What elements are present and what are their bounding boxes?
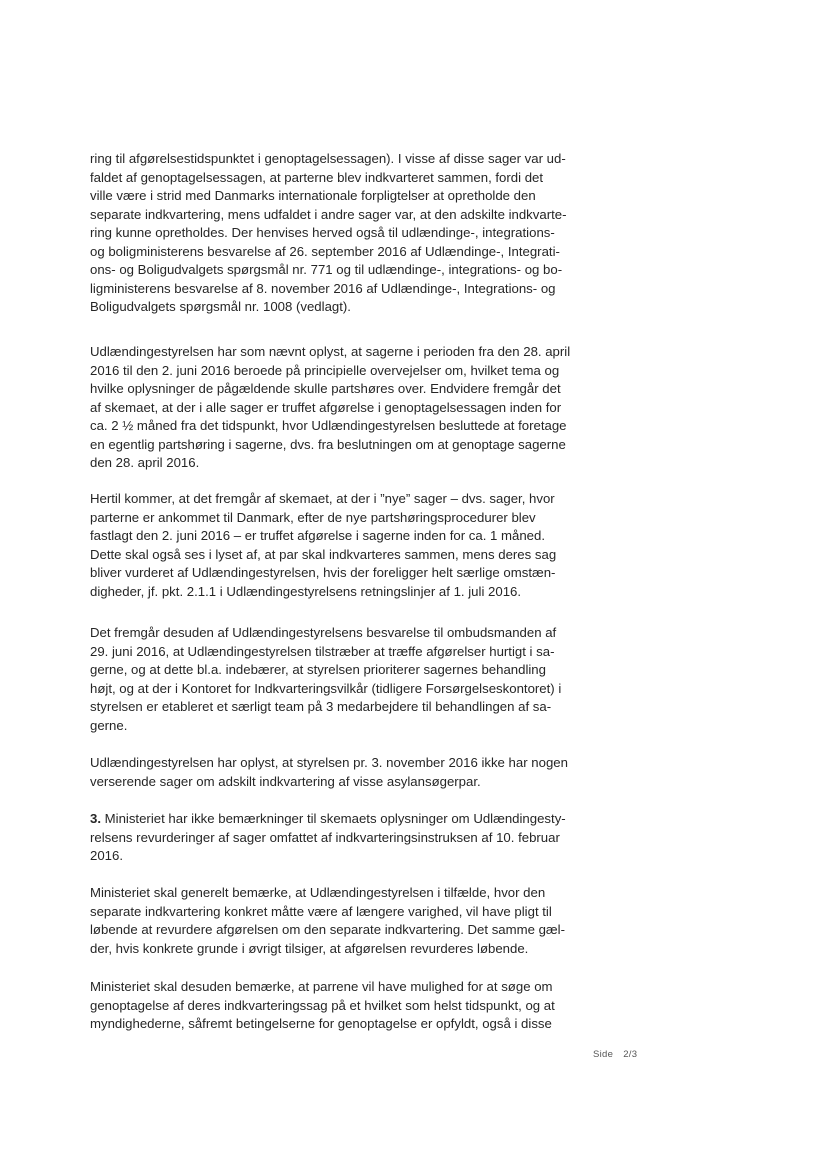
text-line-rest: Ministeriet har ikke bemærkninger til skemaets oplysninger om Udlændingesty- [101,811,566,826]
paragraph-5 [90,754,568,791]
paragraph-7 [90,884,565,958]
text-line: separate indkvartering konkret måtte være af længere varighed, vil have pligt til [90,903,552,919]
text-line: løbende at revurdere afgørelsen om den separate indkvartering. Det samme gæl- [90,922,565,937]
text-line: og boligministerens besvarelse af 26. september 2016 af Udlændinge-, Integrati- [90,243,560,259]
text-line: ring til afgørelsestidspunktet i genoptagelsessagen). I visse af disse sager var ud- [90,151,566,166]
text-line: af skemaet, at der i alle sager er truffet afgørelse i genoptagelsessagen inden for [90,399,562,415]
text-line: ca. 2 ½ måned fra det tidspunkt, hvor Udlændingestyrelsen besluttede at foretage [90,418,567,433]
text-line: verserende sager om adskilt indkvartering af visse asylansøgerpar. [90,773,481,789]
text-line: Dette skal også ses i lyset af, at par skal indkvarteres sammen, mens deres sag [90,546,557,562]
text-line: separate indkvartering, mens udfaldet i andre sager var, at den adskilte indkvarte- [90,206,567,222]
text-line: Ministeriet skal generelt bemærke, at Udlændingestyrelsen i tilfælde, hvor den [90,885,546,900]
page-number: 2/3 [623,1049,638,1060]
text-line: Hertil kommer, at det fremgår af skemaet, at der i ”nye” sager – dvs. sager, hvor [90,491,555,506]
text-line: Ministeriet skal desuden bemærke, at parrene vil have mulighed for at søge om [90,979,553,994]
paragraph-1 [90,150,566,317]
text-line: der, hvis konkrete grunde i øvrigt tilsiger, at afgørelsen revurderes løbende. [90,940,529,956]
text-line: gerne, og at dette bl.a. indebærer, at styrelsen prioriterer sagernes behandling [90,662,546,677]
text-line: fastlagt den 2. juni 2016 – er truffet afgørelse i sagerne inden for ca. 1 måned. [90,528,546,543]
section-number: 3. [90,811,101,826]
paragraph-6 [90,810,566,866]
paragraph-2 [90,343,570,473]
text-line: bliver vurderet af Udlændingestyrelsen, hvis der foreligger helt særlige omstæn- [90,565,556,580]
text-line: genoptagelse af deres indkvarteringssag på et hvilket som helst tidspunkt, og at [90,997,555,1013]
text-line: 29. juni 2016, at Udlændingestyrelsen tilstræber at træffe afgørelser hurtigt i sa- [90,643,555,659]
text-line: ring kunne opretholdes. Der henvises herved også til udlændinge-, integrations- [90,225,555,240]
text-line [90,810,566,829]
text-line: Det fremgår desuden af Udlændingestyrelsens besvarelse til ombudsmanden af [90,625,557,640]
text-line: parterne er ankommet til Danmark, efter de nye partshøringsprocedurer blev [90,509,536,525]
text-line: 2016. [90,848,124,863]
text-line: 2016 til den 2. juni 2016 beroede på principielle overvejelser om, hvilket tema og [90,362,560,378]
text-line: Udlændingestyrelsen har som nævnt oplyst, at sagerne i perioden fra den 28. april [90,344,571,359]
text-line: styrelsen er etableret et særligt team på 3 medarbejdere til behandlingen af sa- [90,699,552,714]
page-footer [593,1049,637,1060]
paragraph-4 [90,624,561,735]
text-line: myndighederne, såfremt betingelserne for genoptagelse er opfyldt, også i disse [90,1016,552,1031]
text-line: relsens revurderinger af sager omfattet af indkvarteringsinstruksen af 10. februar [90,829,560,845]
text-line: ons- og Boligudvalgets spørgsmål nr. 771 og til udlændinge-, integrations- og bo- [90,262,563,277]
text-line: ligministerens besvarelse af 8. november 2016 af Udlændinge-, Integrations- og [90,280,556,296]
page-label: Side [593,1049,614,1060]
paragraph-8 [90,978,555,1034]
text-line: Udlændingestyrelsen har oplyst, at styrelsen pr. 3. november 2016 ikke har nogen [90,755,568,770]
text-line: den 28. april 2016. [90,455,200,470]
text-line: hvilke oplysninger de pågældende skulle partshøres over. Endvidere fremgår det [90,381,561,396]
paragraph-3 [90,490,556,601]
text-line: faldet af genoptagelsessagen, at parterne blev indkvarteret sammen, fordi det [90,169,544,185]
text-line: Boligudvalgets spørgsmål nr. 1008 (vedlagt). [90,299,351,314]
text-line: højt, og at der i Kontoret for Indkvarteringsvilkår (tidligere Forsørgelseskontoret) i [90,680,562,696]
text-line: ville være i strid med Danmarks internationale forpligtelser at opretholde den [90,188,536,203]
text-line: gerne. [90,717,128,733]
text-line: en egentlig partshøring i sagerne, dvs. fra beslutningen om at genoptage sagerne [90,436,566,452]
text-line: digheder, jf. pkt. 2.1.1 i Udlændingestyrelsens retningslinjer af 1. juli 2016. [90,583,522,599]
